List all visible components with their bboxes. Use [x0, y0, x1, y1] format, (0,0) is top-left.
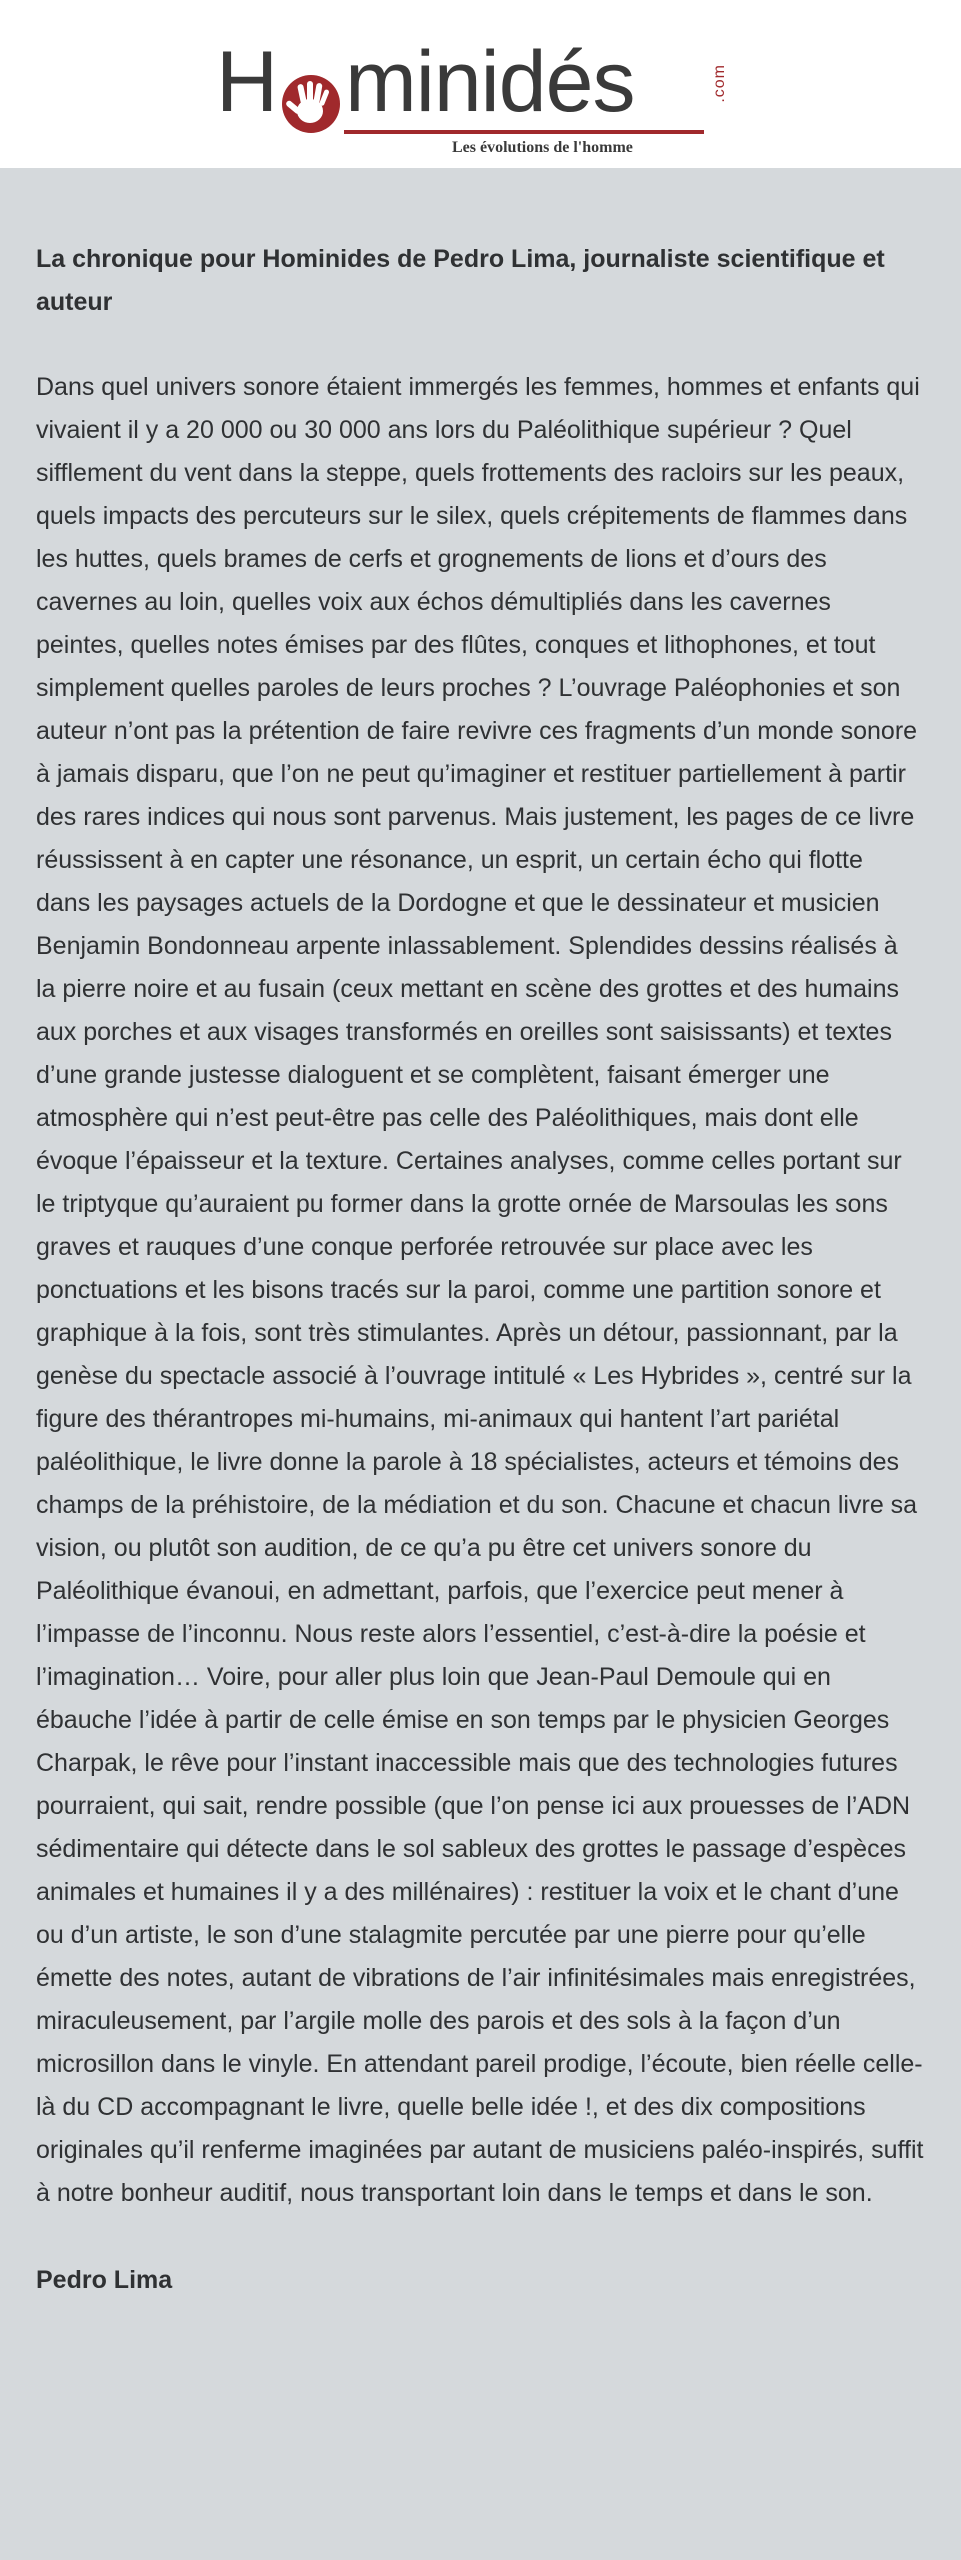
site-header [0, 0, 961, 168]
logo-letters-minides: minidés [345, 34, 635, 130]
logo-underline [344, 130, 704, 134]
logo-letter-h: H [216, 34, 278, 130]
red-circle-hand-icon [280, 58, 342, 120]
article-content [36, 238, 924, 2302]
article-author: Pedro Lima [36, 2266, 173, 2294]
logo-wordmark [216, 34, 634, 130]
logo-tagline: Les évolutions de l'homme [452, 139, 633, 156]
article-body: Dans quel univers sonore étaient immergés les femmes, hommes et enfants qui vivaient il y a 20 000 ou 30 000 ans lors du Paléolithique supérieur ? Quel sifflement du vent dans la steppe, quels frottements des racloirs sur les peaux, quels impacts des percuteurs sur le silex, quels crépitements de flammes dans les huttes, quels brames de cerfs et grognements de lions et d’ours des cavernes au loin, quelles voix aux échos démultipliés dans les cavernes peintes, quelles notes émises par des flûtes, conques et lithophones, et tout simplement quelles paroles de leurs proches ? L’ouvrage Paléophonies et son auteur n’ont pas la prétention de faire revivre ces fragments d’un monde sonore à jamais disparu, que l’on ne peut qu’imaginer et restituer partiellement à partir des rares indices qui nous sont parvenus. Mais justement, les pages de ce livre réussissent à en capter une résonance, un esprit, un certain écho qui flotte dans les paysages actuels de la Dordogne et que le dessinateur et musicien Benjamin Bondonneau arpente inlassablement. Splendides dessins réalisés à la pierre noire et au fusain (ceux mettant en scène des grottes et des humains aux porches et aux visages transformés en oreilles sont saisissants) et textes d’une grande justesse dialoguent et se complètent, faisant émerger une atmosphère qui n’est peut-être pas celle des Paléolithiques, mais dont elle évoque l’épaisseur et la texture. Certaines analyses, comme celles portant sur le triptyque qu’auraient pu former dans la grotte ornée de Marsoulas les sons graves et rauques d’une conque perforée retrouvée sur place avec les ponctuations et les bisons tracés sur la paroi, comme une partition sonore et graphique à la fois, sont très stimulantes. Après un détour, passionnant, par la genèse du spectacle associé à l’ouvrage intitulé « Les Hybrides », centré sur la figure des thérantropes mi-humains, mi-animaux qui hantent l’art pariétal paléolithique, le livre donne la parole à 18 spécialistes, acteurs et témoins des champs de la préhistoire, de la médiation et du son. Chacune et chacun livre sa vision, ou plutôt son audition, de ce qu’a pu être cet univers sonore du Paléolithique évanoui, en admettant, parfois, que l’exercice peut mener à l’impasse de l’inconnu. Nous reste alors l’essentiel, c’est-à-dire la poésie et l’imagination… Voire, pour aller plus loin que Jean-Paul Demoule qui en ébauche l’idée à partir de celle émise en son temps par le physicien Georges Charpak, le rêve pour l’instant inaccessible mais que des technologies futures pourraient, qui sait, rendre possible (que l’on pense ici aux prouesses de l’ADN sédimentaire qui détecte dans le sol sableux des grottes le passage d’espèces animales et humaines il y a des millénaires) : restituer la voix et le chant d’une ou d’un artiste, le son d’une stalagmite percutée par une pierre pour qu’elle émette des notes, autant de vibrations de l’air infinitésimales mais enregistrées, miraculeusement, par l’argile molle des parois et des sols à la façon d’un microsillon dans le vinyle. En attendant pareil prodige, l’écoute, bien réelle celle-là du CD accompagnant le livre, quelle belle idée !, et des dix compositions originales qu’il renferme imaginées par autant de musiciens paléo-inspirés, suffit à notre bonheur auditif, nous transportant loin dans le temps et dans le son. [36, 373, 924, 2207]
site-logo[interactable] [216, 34, 736, 164]
logo-domain-suffix: .com [711, 64, 728, 103]
article-heading: La chronique pour Hominides de Pedro Lima, journaliste scientifique et auteur [36, 245, 885, 316]
